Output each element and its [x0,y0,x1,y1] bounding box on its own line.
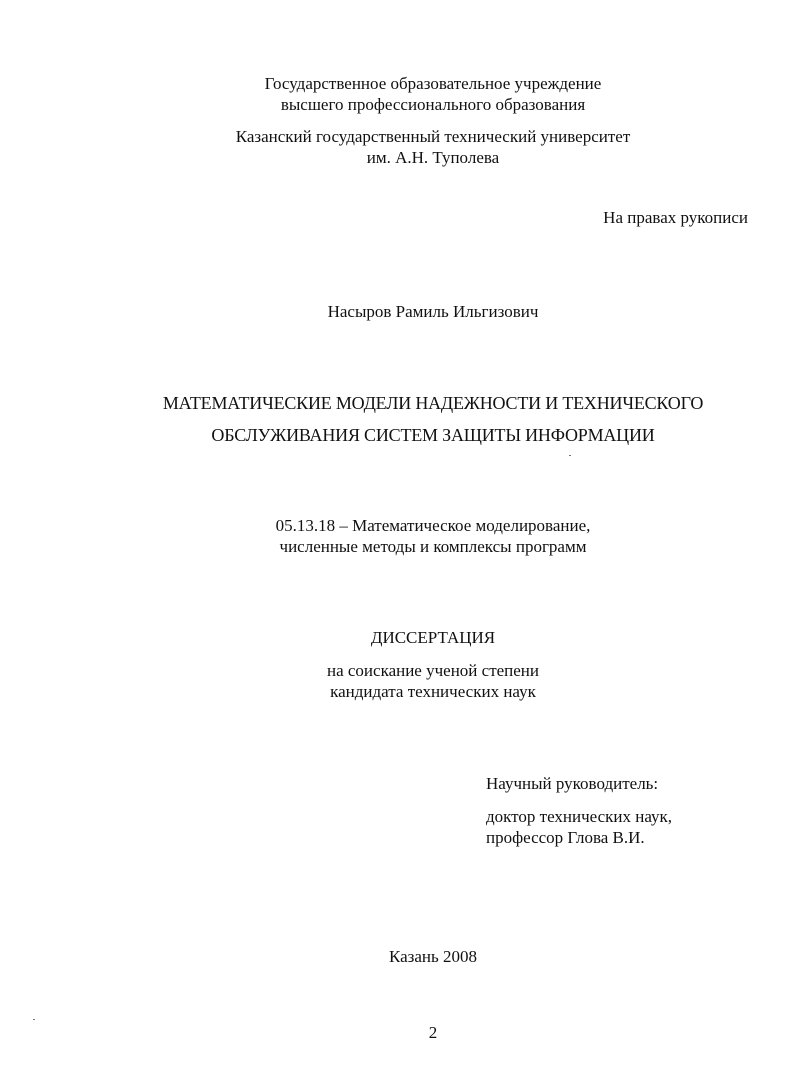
supervisor-heading: Научный руководитель: [486,774,659,793]
institution-line-2: высшего профессионального образования [280,95,586,114]
title-line-2: ОБСЛУЖИВАНИЯ СИСТЕМ ЗАЩИТЫ ИНФОРМАЦИИ [211,425,655,445]
author-name: Насыров Рамиль Ильгизович [327,302,539,321]
institution-line-1: Государственное образовательное учреждение [264,74,602,93]
supervisor-line-1: доктор технических наук, [486,807,673,826]
manuscript-note: На правах рукописи [603,208,748,227]
supervisor-line-2: профессор Глова В.И. [486,828,645,847]
specialty-line-1: 05.13.18 – Математическое моделирование, [275,516,591,535]
scan-speck [569,455,571,456]
university-line-2: им. А.Н. Туполева [366,148,500,167]
page-number: 2 [428,1023,438,1042]
document-type-label: ДИССЕРТАЦИЯ [370,628,496,647]
degree-line-2: кандидата технических наук [330,682,536,701]
specialty-line-2: численные методы и комплексы программ [279,537,587,556]
title-line-1: МАТЕМАТИЧЕСКИЕ МОДЕЛИ НАДЕЖНОСТИ И ТЕХНИЧЕСКОГО [162,393,704,413]
place-year: Казань 2008 [388,947,478,966]
scan-speck [33,1019,35,1020]
degree-line-1: на соискание ученой степени [326,661,540,680]
university-line-1: Казанский государственный технический университет [235,127,631,146]
